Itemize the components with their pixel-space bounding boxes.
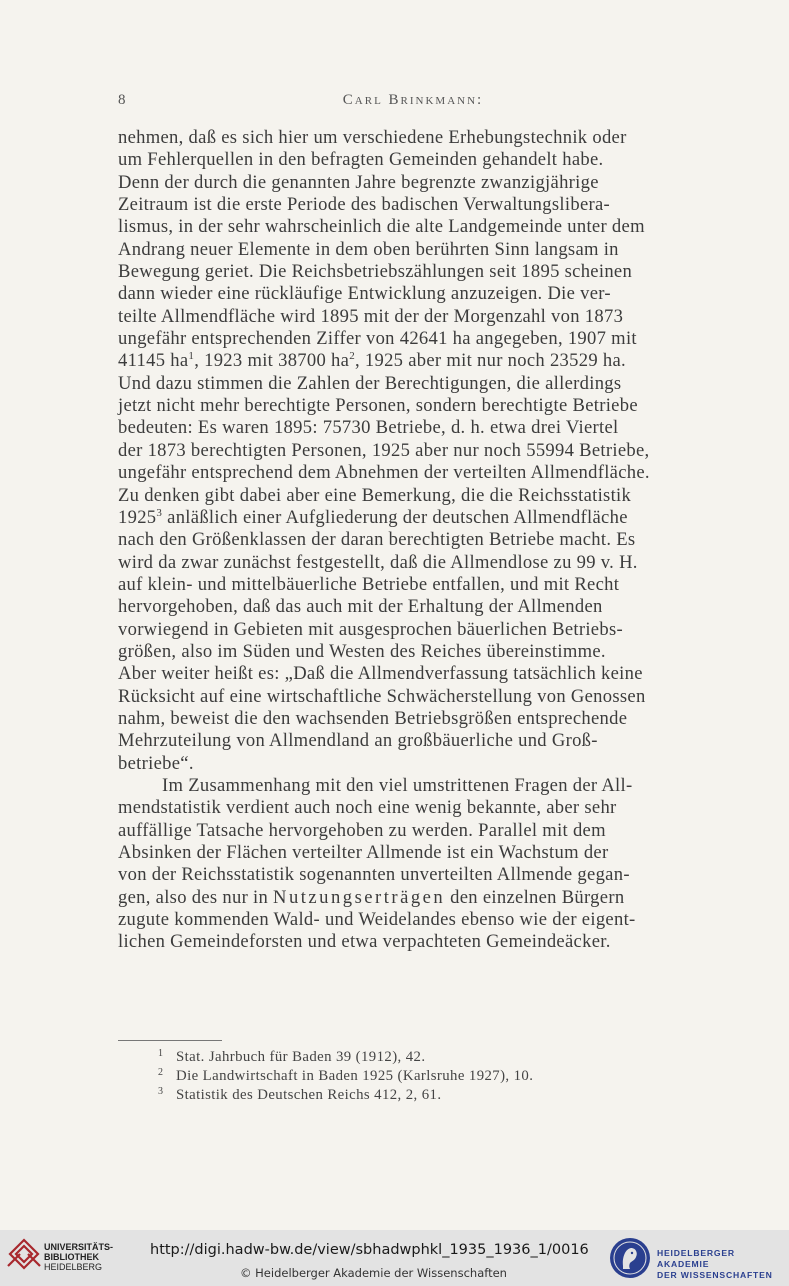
- text-line: Mehrzuteilung von Allmendland an großbäuerliche und Groß-: [118, 730, 598, 752]
- text-line: Und dazu stimmen die Zahlen der Berechtigungen, die allerdings: [118, 372, 622, 394]
- text-line: nehmen, daß es sich hier um verschiedene Erhebungstechnik oder: [118, 127, 627, 148]
- page-number: 8: [118, 92, 126, 108]
- hadw-line: HEIDELBERGER AKADEMIE: [657, 1248, 735, 1269]
- text-line: mendstatistik verdient auch noch eine wenig bekannte, aber sehr: [118, 797, 617, 819]
- text-line: teilte Allmendfläche wird 1895 mit der der Morgenzahl von 1873: [118, 305, 624, 327]
- text-line: auf klein- und mittelbäuerliche Betriebe entfallen, und mit Recht: [118, 573, 620, 595]
- text-line: [118, 887, 708, 909]
- permalink-url[interactable]: http://digi.hadw-bw.de/view/sbhadwphkl_1935_1936_1/0016: [150, 1242, 589, 1258]
- text-line: Bewegung geriet. Die Reichsbetriebszählungen seit 1895 scheinen: [118, 261, 633, 283]
- footnote-ref-2: 2: [349, 350, 355, 363]
- footnote-text: Die Landwirtschaft in Baden 1925 (Karlsruhe 1927), 10.: [176, 1068, 534, 1084]
- text-line: um Fehlerquellen in den befragten Gemeinden gehandelt habe.: [118, 149, 604, 171]
- text-line: bedeuten: Es waren 1895: 75730 Betriebe, d. h. etwa drei Viertel: [118, 417, 619, 439]
- ub-heidelberg-label: [44, 1242, 113, 1272]
- text-line: Im Zusammenhang mit den viel umstrittenen Fragen der All-: [162, 774, 633, 796]
- text-segment: anläßlich einer Aufgliederung der deutschen Allmendfläche: [162, 506, 628, 528]
- paragraph-1: [118, 127, 708, 775]
- text-segment: gen, also des nur in: [118, 886, 274, 908]
- text-line: dann wieder eine rückläufige Entwicklung anzuzeigen. Die ver-: [118, 283, 611, 305]
- ub-line: UNIVERSITÄTS-: [44, 1242, 114, 1252]
- text-line: Denn der durch die genannten Jahre begrenzte zwanzigjährige: [118, 171, 599, 193]
- text-line: auffällige Tatsache hervorgehoben zu werden. Parallel mit dem: [118, 819, 606, 841]
- text-line: Aber weiter heißt es: „Daß die Allmendverfassung tatsächlich keine: [118, 663, 643, 685]
- ub-line: BIBLIOTHEK: [44, 1252, 99, 1262]
- text-line: Andrang neuer Elemente in dem oben berührten Sinn langsam in: [118, 238, 619, 260]
- text-line: vorwiegend in Gebieten mit ausgesprochen bäuerlichen Betriebs-: [118, 618, 623, 640]
- footnote-mark: 1: [158, 1048, 164, 1059]
- footnotes: [118, 1048, 708, 1105]
- hadw-label: [657, 1248, 789, 1281]
- hadw-seal-icon[interactable]: [608, 1236, 652, 1280]
- text-segment: , 1923 mit 38700 ha: [194, 350, 350, 372]
- text-line: lismus, in der sehr wahrscheinlich die alte Landgemeinde unter dem: [118, 216, 645, 238]
- ub-line: HEIDELBERG: [44, 1262, 103, 1272]
- text-line: nach den Größenklassen der daran berechtigten Betriebe macht. Es: [118, 529, 636, 551]
- footnote-mark: 3: [158, 1086, 164, 1097]
- footnote-text: Statistik des Deutschen Reichs 412, 2, 61.: [176, 1087, 442, 1103]
- ub-heidelberg-logo-icon[interactable]: [6, 1236, 42, 1272]
- text-line: nahm, beweist die den wachsenden Betriebsgrößen entsprechende: [118, 707, 628, 729]
- footnote: [118, 1086, 708, 1105]
- footnote-ref-3: 3: [156, 506, 163, 519]
- text-segment: 41145 ha: [118, 350, 189, 372]
- text-segment: , 1925 aber mit nur noch 23529 ha.: [355, 350, 626, 372]
- text-line: zugute kommenden Wald- und Weidelandes ebenso wie der eigent-: [118, 909, 636, 931]
- text-line: betriebe“.: [118, 752, 194, 774]
- text-line: ungefähr entsprechend dem Abnehmen der verteilten Allmendfläche.: [118, 462, 650, 484]
- running-head: Carl Brinkmann:: [342, 92, 484, 108]
- text-line: größen, also im Süden und Westen des Reiches übereinstimme.: [118, 640, 606, 662]
- body-text: [118, 127, 708, 954]
- text-segment: den einzelnen Bürgern: [445, 886, 625, 908]
- text-segment: 1925: [118, 506, 157, 528]
- text-line: [118, 507, 708, 529]
- footnote-ref-1: 1: [188, 350, 195, 363]
- text-line: Zu denken gibt dabei aber eine Bemerkung, die die Reichsstatistik: [118, 484, 632, 506]
- page-header: [118, 92, 708, 114]
- paragraph-2: [118, 775, 708, 954]
- text-line: der 1873 berechtigten Personen, 1925 aber nur noch 55994 Betriebe,: [118, 439, 650, 461]
- text-line: wird da zwar zunächst festgestellt, daß die Allmendlose zu 99 v. H.: [118, 551, 638, 573]
- text-line: ungefähr entsprechenden Ziffer von 42641 ha angegeben, 1907 mit: [118, 328, 637, 350]
- text-line: Absinken der Flächen verteilter Allmende ist ein Wachstum der: [118, 842, 609, 863]
- hadw-line: DER WISSENSCHAFTEN: [657, 1270, 773, 1280]
- text-line: jetzt nicht mehr berechtigte Personen, sondern berechtigte Betriebe: [118, 395, 638, 417]
- text-line: von der Reichsstatistik sogenannten unverteilten Allmende gegan-: [118, 864, 630, 886]
- viewer-footer: [0, 1230, 789, 1286]
- text-line: [118, 350, 708, 372]
- footnote-rule: [118, 1040, 222, 1041]
- emphasized-text: Nutzungserträgen: [273, 886, 446, 908]
- footnote: [118, 1048, 708, 1067]
- text-line: Zeitraum ist die erste Periode des badischen Verwaltungslibera-: [118, 194, 611, 216]
- footnote-mark: 2: [158, 1067, 164, 1078]
- text-line: Rücksicht auf eine wirtschaftliche Schwächerstellung von Genossen: [118, 685, 646, 707]
- footnote: [118, 1067, 708, 1086]
- copyright-notice: © Heidelberger Akademie der Wissenschaften: [240, 1266, 507, 1280]
- footnote-text: Stat. Jahrbuch für Baden 39 (1912), 42.: [176, 1049, 426, 1065]
- text-line: hervorgehoben, daß das auch mit der Erhaltung der Allmenden: [118, 596, 603, 618]
- text-line: lichen Gemeindeforsten und etwa verpachteten Gemeindeäcker.: [118, 931, 611, 953]
